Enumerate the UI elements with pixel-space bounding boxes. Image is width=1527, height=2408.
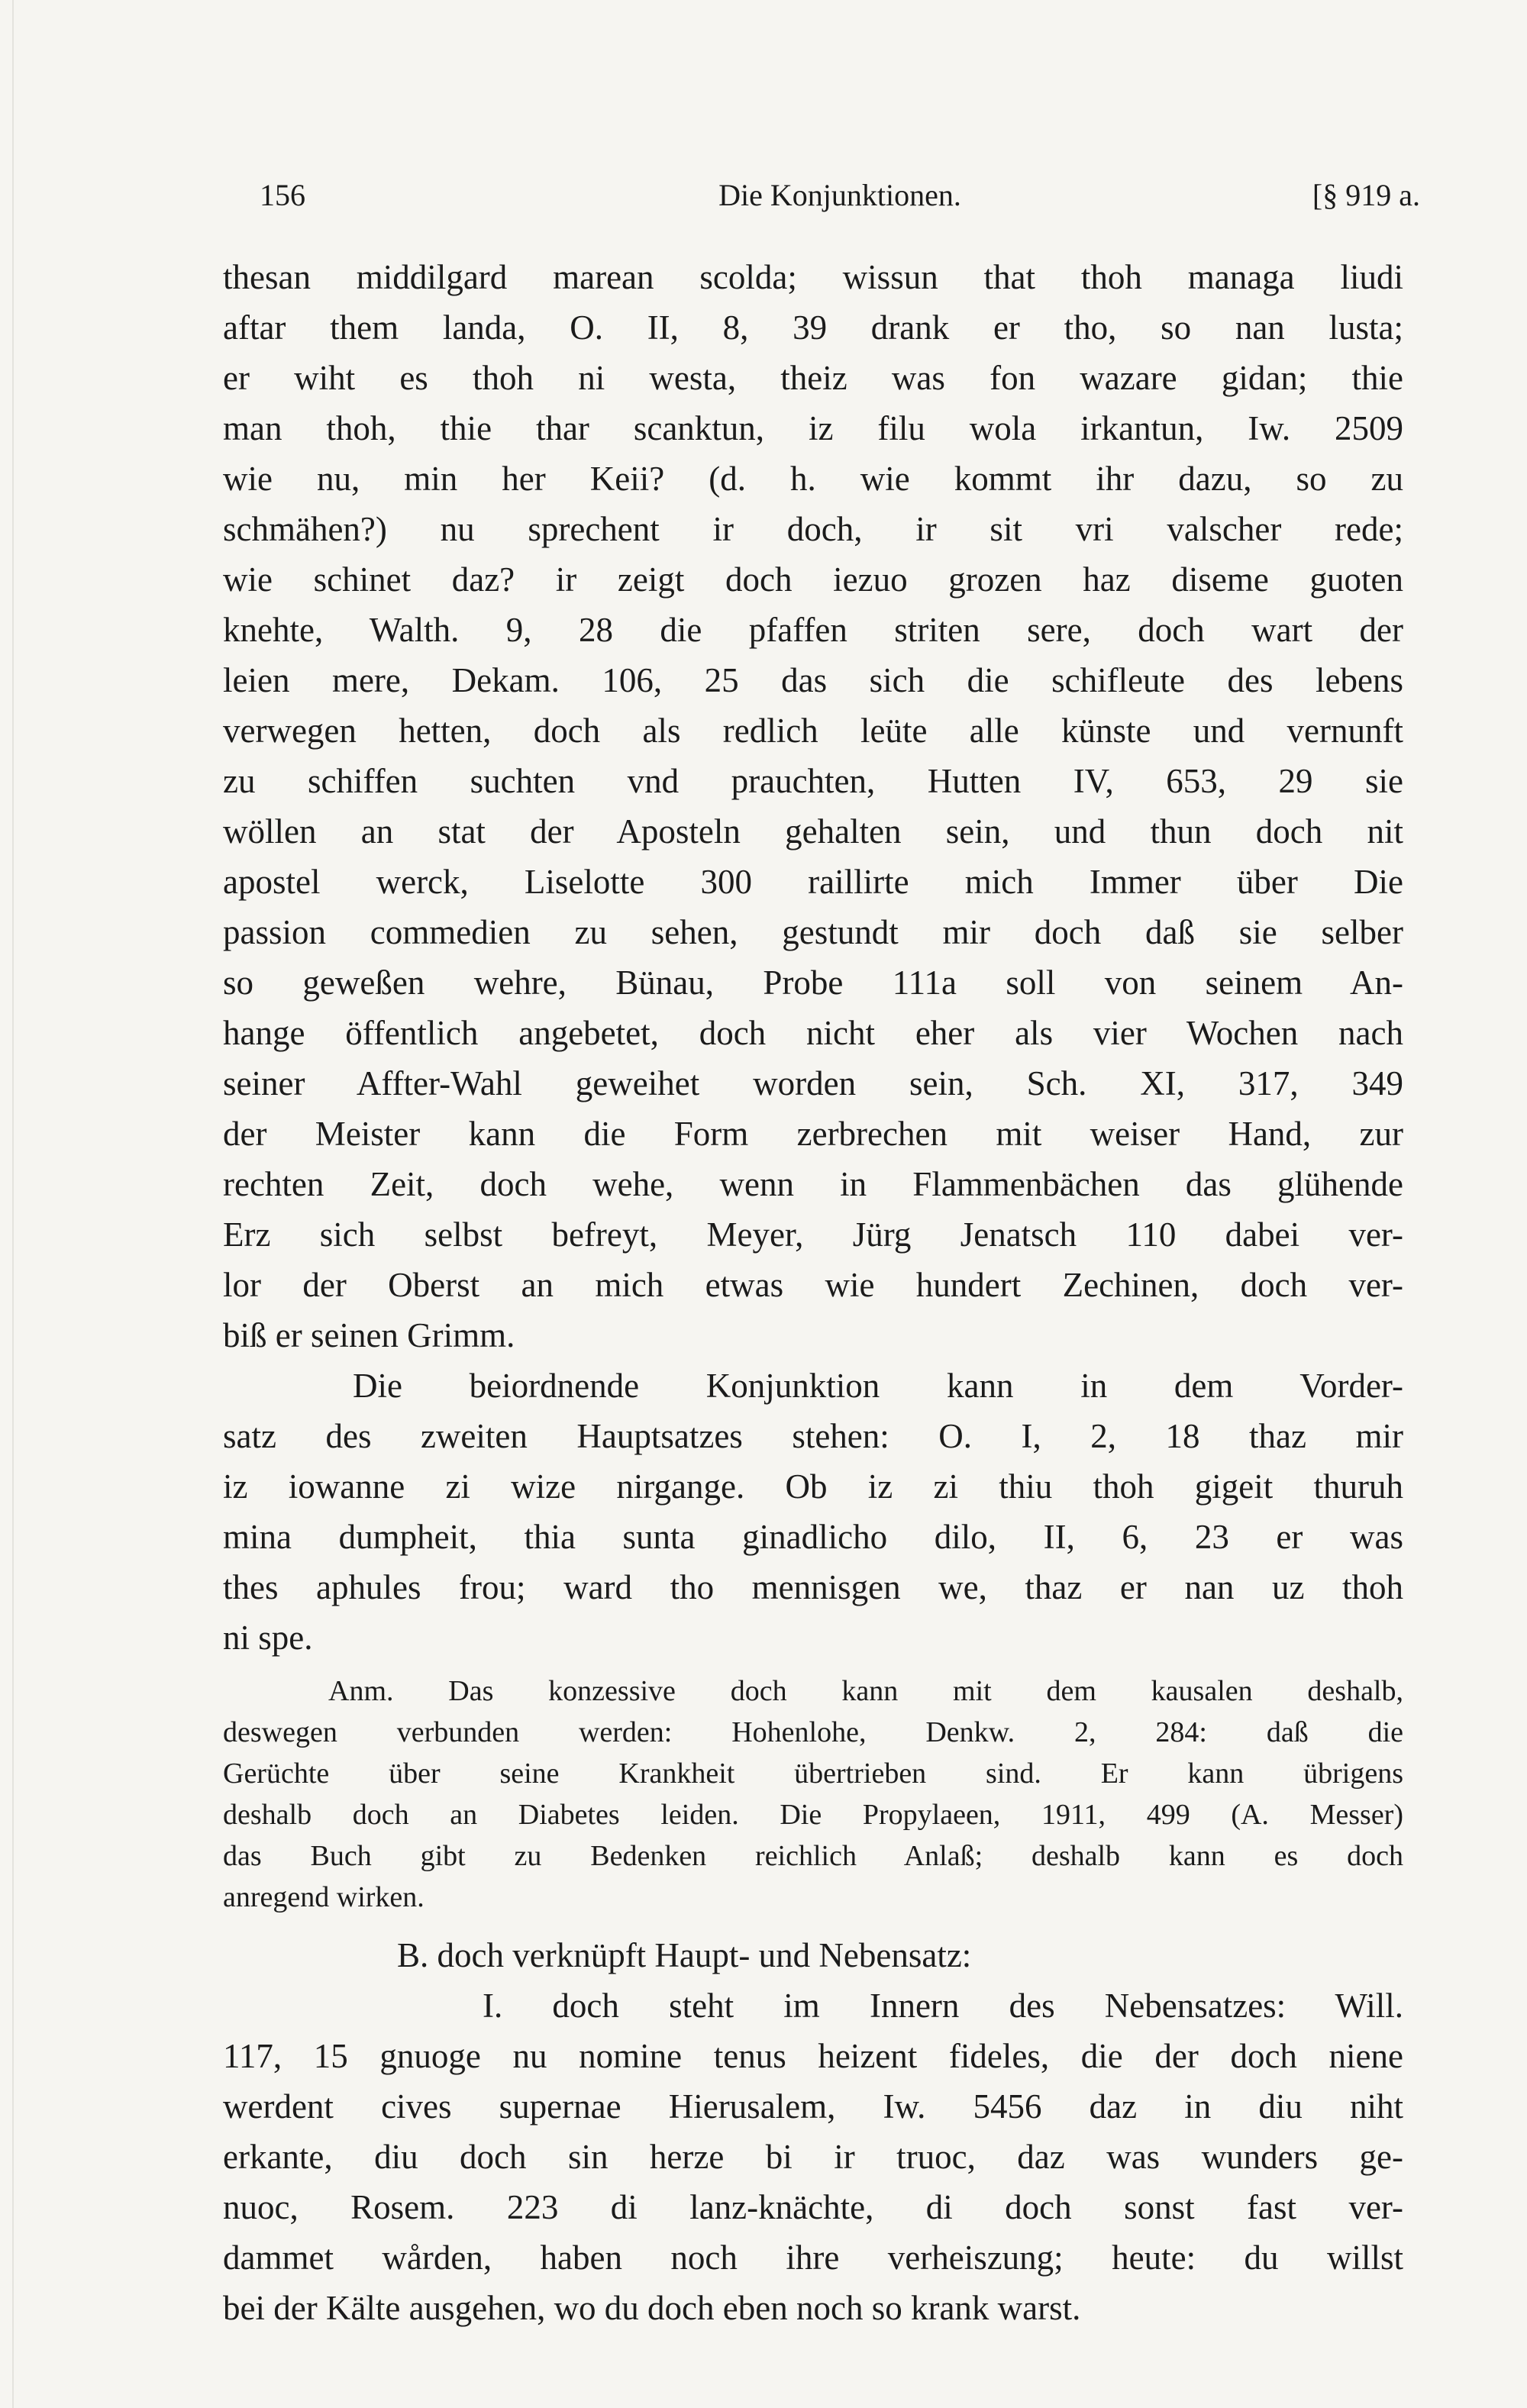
paragraph-citations	[223, 252, 1403, 1361]
text-line: Erz sich selbst befreyt, Meyer, Jürg Jenatsch 110 dabei ver-	[223, 1215, 1403, 1254]
text-line: lor der Oberst an mich etwas wie hundert Zechinen, doch ver-	[223, 1266, 1403, 1304]
running-header	[260, 177, 1420, 220]
paragraph-konjunktion	[223, 1361, 1403, 1663]
text-line: ni spe.	[223, 1619, 313, 1657]
text-line: thesan middilgard marean scolda; wissun that thoh managa liudi	[223, 258, 1403, 296]
text-line: wie schinet daz? ir zeigt doch iezuo grozen haz diseme guoten	[223, 560, 1403, 599]
text-line: so geweßen wehre, Bünau, Probe 111a soll von seinem An-	[223, 964, 1403, 1002]
text-line: verwegen hetten, doch als redlich leüte alle künste und vernunft	[223, 712, 1403, 750]
text-line: leien mere, Dekam. 106, 25 das sich die schifleute des lebens	[223, 661, 1403, 699]
text-line: aftar them landa, O. II, 8, 39 drank er tho, so nan lusta;	[223, 308, 1403, 347]
text-line: zu schiffen suchten vnd prauchten, Hutten IV, 653, 29 sie	[223, 762, 1403, 800]
text-line: dammet wården, haben noch ihre verheiszung; heute: du willst	[223, 2239, 1403, 2277]
text-line: mina dumpheit, thia sunta ginadlicho dilo, II, 6, 23 er was	[223, 1518, 1403, 1556]
annotation-note	[223, 1670, 1403, 1918]
note-line: Anm. Das konzessive doch kann mit dem kausalen deshalb,	[328, 1675, 1403, 1707]
text-line: man thoh, thie thar scanktun, iz filu wola irkantun, Iw. 2509	[223, 409, 1403, 447]
text-line: Die beiordnende Konjunktion kann in dem Vorder-	[353, 1367, 1403, 1405]
text-line: rechten Zeit, doch wehe, wenn in Flammenbächen das glühende	[223, 1165, 1403, 1203]
text-line: biß er seinen Grimm.	[223, 1316, 515, 1354]
section-heading-b: B. doch verknüpft Haupt- und Nebensatz:	[397, 1936, 972, 1974]
text-line: hange öffentlich angebetet, doch nicht eher als vier Wochen nach	[223, 1014, 1403, 1052]
text-line: werdent cives supernae Hierusalem, Iw. 5456 daz in diu niht	[223, 2087, 1403, 2126]
body-text	[223, 252, 1403, 2333]
text-line: passion commedien zu sehen, gestundt mir doch daß sie selber	[223, 913, 1403, 951]
text-line: I. doch steht im Innern des Nebensatzes: Will.	[483, 1987, 1403, 2025]
text-line: seiner Affter-Wahl geweihet worden sein, Sch. XI, 317, 349	[223, 1064, 1403, 1102]
running-title: Die Konjunktionen.	[718, 178, 961, 212]
text-line: er wiht es thoh ni westa, theiz was fon wazare gidan; thie	[223, 359, 1403, 397]
text-line: wöllen an stat der Aposteln gehalten sein, und thun doch nit	[223, 812, 1403, 851]
text-line: wie nu, min her Keii? (d. h. wie kommt ihr dazu, so zu	[223, 460, 1403, 498]
text-line: knehte, Walth. 9, 28 die pfaffen striten sere, doch wart der	[223, 611, 1403, 649]
note-line: anregend wirken.	[223, 1881, 425, 1913]
section-reference: [§ 919 a.	[1312, 178, 1420, 212]
note-line: deshalb doch an Diabetes leiden. Die Propylaeen, 1911, 499 (A. Messer)	[223, 1799, 1403, 1831]
page-edge	[12, 0, 14, 2408]
text-line: der Meister kann die Form zerbrechen mit weiser Hand, zur	[223, 1115, 1403, 1153]
text-line: thes aphules frou; ward tho mennisgen we, thaz er nan uz thoh	[223, 1568, 1403, 1606]
text-line: bei der Kälte ausgehen, wo du doch eben noch so krank warst.	[223, 2289, 1081, 2327]
text-line: nuoc, Rosem. 223 di lanz-knächte, di doch sonst fast ver-	[223, 2188, 1403, 2226]
page-number: 156	[260, 178, 305, 212]
text-line: erkante, diu doch sin herze bi ir truoc, daz was wunders ge-	[223, 2138, 1403, 2176]
text-line: iz iowanne zi wize nirgange. Ob iz zi thiu thoh gigeit thuruh	[223, 1467, 1403, 1506]
note-line: das Buch gibt zu Bedenken reichlich Anlaß; deshalb kann es doch	[223, 1840, 1403, 1872]
text-line: apostel werck, Liselotte 300 raillirte mich Immer über Die	[223, 863, 1403, 901]
paragraph-nebensatz	[223, 1980, 1403, 2333]
text-line: satz des zweiten Hauptsatzes stehen: O. I, 2, 18 thaz mir	[223, 1417, 1403, 1455]
note-line: deswegen verbunden werden: Hohenlohe, Denkw. 2, 284: daß die	[223, 1716, 1403, 1748]
note-line: Gerüchte über seine Krankheit übertrieben sind. Er kann übrigens	[223, 1758, 1403, 1790]
text-line: schmähen?) nu sprechent ir doch, ir sit vri valscher rede;	[223, 510, 1403, 548]
text-line: 117, 15 gnuoge nu nomine tenus heizent fideles, die der doch niene	[223, 2037, 1403, 2075]
